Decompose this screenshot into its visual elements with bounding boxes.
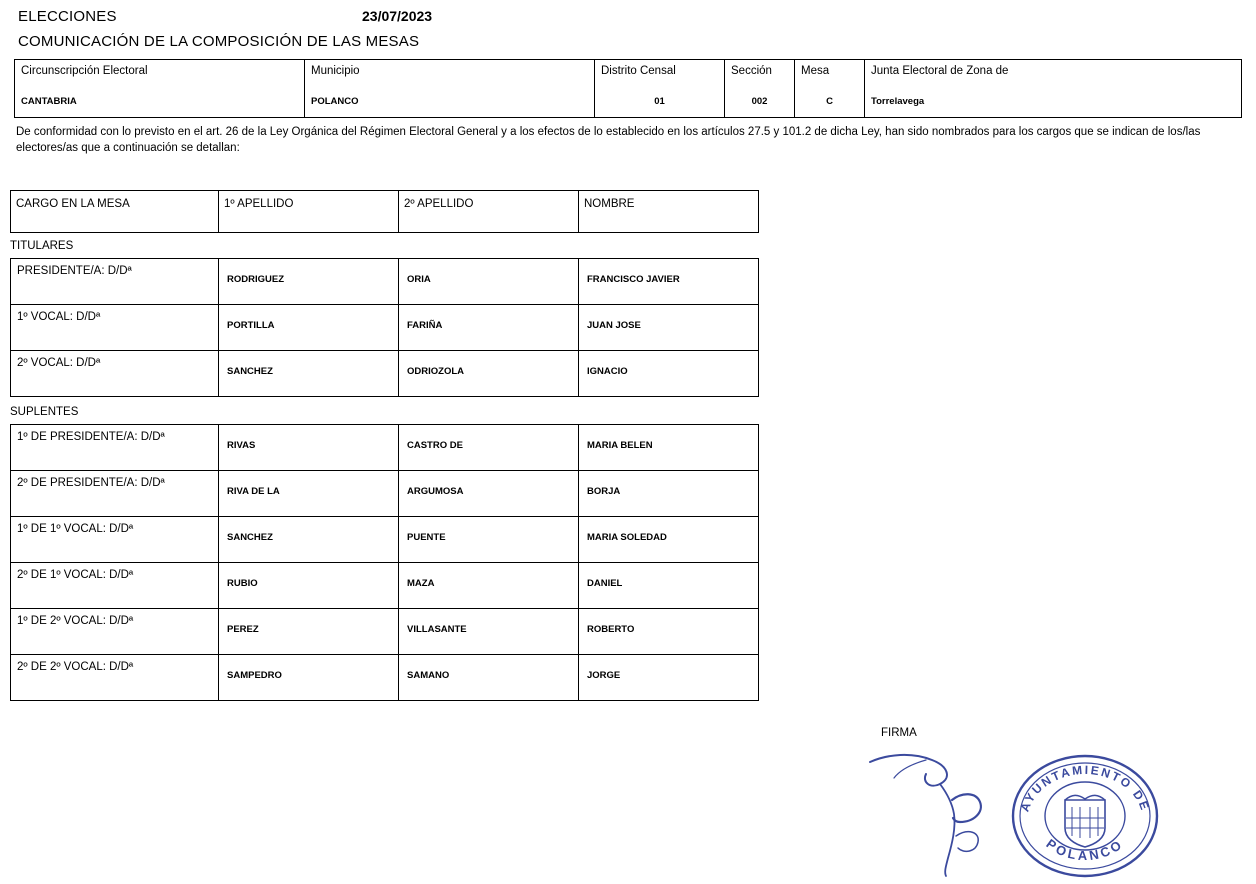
table-row: [11, 517, 759, 563]
cell-cargo: 2º DE 2º VOCAL: D/Dª: [11, 655, 219, 701]
table-column-headers: [10, 190, 759, 233]
table-header-row: [11, 191, 759, 233]
cell-nombre: FRANCISCO JAVIER: [579, 259, 759, 305]
page-title: ELECCIONES: [18, 8, 117, 25]
cell-apellido1: RUBIO: [219, 563, 399, 609]
cell-apellido2: VILLASANTE: [399, 609, 579, 655]
page-subtitle: COMUNICACIÓN DE LA COMPOSICIÓN DE LAS MESAS: [18, 33, 420, 50]
info-cell-distrito: [595, 60, 725, 117]
cell-cargo: PRESIDENTE/A: D/Dª: [11, 259, 219, 305]
cell-apellido2: SAMANO: [399, 655, 579, 701]
election-date: 23/07/2023: [362, 8, 433, 24]
cell-nombre: ROBERTO: [579, 609, 759, 655]
signature-label: FIRMA: [881, 727, 917, 739]
column-header-cargo: CARGO EN LA MESA: [11, 191, 219, 233]
svg-text:POLANCO: [1044, 836, 1127, 863]
cell-nombre: JUAN JOSE: [579, 305, 759, 351]
cell-nombre: BORJA: [579, 471, 759, 517]
cell-cargo: 2º VOCAL: D/Dª: [11, 351, 219, 397]
cell-cargo: 1º DE PRESIDENTE/A: D/Dª: [11, 425, 219, 471]
table-row: [11, 305, 759, 351]
info-cell-junta: [865, 60, 1241, 117]
cell-apellido2: PUENTE: [399, 517, 579, 563]
info-table: [14, 59, 1242, 118]
info-value-mesa: C: [826, 96, 833, 107]
cell-nombre: MARIA BELEN: [579, 425, 759, 471]
info-cell-circunscripcion: [15, 60, 305, 117]
cell-apellido2: ARGUMOSA: [399, 471, 579, 517]
column-header-apellido1: 1º APELLIDO: [219, 191, 399, 233]
table-row: [11, 655, 759, 701]
cell-apellido1: RIVAS: [219, 425, 399, 471]
cell-apellido1: SANCHEZ: [219, 351, 399, 397]
cell-nombre: JORGE: [579, 655, 759, 701]
titulares-table: [10, 258, 759, 397]
info-label-circunscripcion: Circunscripción Electoral: [21, 65, 148, 77]
cell-cargo: 2º DE 1º VOCAL: D/Dª: [11, 563, 219, 609]
cell-cargo: 1º DE 1º VOCAL: D/Dª: [11, 517, 219, 563]
table-row: [11, 425, 759, 471]
section-label-titulares: TITULARES: [10, 240, 74, 252]
info-cell-seccion: [725, 60, 795, 117]
section-label-suplentes: SUPLENTES: [10, 406, 79, 418]
cell-nombre: MARIA SOLEDAD: [579, 517, 759, 563]
cell-apellido1: PORTILLA: [219, 305, 399, 351]
info-label-seccion: Sección: [731, 65, 772, 77]
info-value-circunscripcion: CANTABRIA: [21, 96, 77, 107]
info-value-municipio: POLANCO: [311, 96, 359, 107]
info-label-mesa: Mesa: [801, 65, 830, 77]
cell-apellido1: RODRIGUEZ: [219, 259, 399, 305]
cell-nombre: DANIEL: [579, 563, 759, 609]
info-cell-mesa: [795, 60, 865, 117]
official-stamp: [1010, 752, 1160, 880]
info-cell-municipio: [305, 60, 595, 117]
cell-apellido1: RIVA DE LA: [219, 471, 399, 517]
cell-cargo: 2º DE PRESIDENTE/A: D/Dª: [11, 471, 219, 517]
column-header-nombre: NOMBRE: [579, 191, 759, 233]
cell-cargo: 1º DE 2º VOCAL: D/Dª: [11, 609, 219, 655]
cell-apellido2: ORIA: [399, 259, 579, 305]
table-row: [11, 471, 759, 517]
column-header-apellido2: 2º APELLIDO: [399, 191, 579, 233]
cell-nombre: IGNACIO: [579, 351, 759, 397]
stamp-bottom-text: POLANCO: [1043, 835, 1127, 864]
info-label-municipio: Municipio: [311, 65, 360, 77]
cell-apellido2: ODRIOZOLA: [399, 351, 579, 397]
stamp-top-text: AYUNTAMIENTO DE: [1017, 762, 1153, 814]
cell-apellido1: SAMPEDRO: [219, 655, 399, 701]
info-value-seccion: 002: [751, 96, 768, 107]
cell-apellido1: SANCHEZ: [219, 517, 399, 563]
info-value-distrito: 01: [654, 96, 665, 107]
suplentes-table: [10, 424, 759, 701]
cell-apellido2: FARIÑA: [399, 305, 579, 351]
info-value-junta: Torrelavega: [871, 96, 925, 107]
cell-apellido2: MAZA: [399, 563, 579, 609]
info-label-junta: Junta Electoral de Zona de: [871, 65, 1009, 77]
cell-apellido2: CASTRO DE: [399, 425, 579, 471]
legal-paragraph: De conformidad con lo previsto en el art. 26 de la Ley Orgánica del Régimen Electoral General y a los efectos de lo establecido en los artículos 27.5 y 101.2 de dicha Ley, han sido nombrados para los cargos que se indican de los/las electores/as que a continuación se detallan:: [16, 126, 1201, 154]
table-row: [11, 351, 759, 397]
table-row: [11, 609, 759, 655]
cell-cargo: 1º VOCAL: D/Dª: [11, 305, 219, 351]
table-row: [11, 259, 759, 305]
info-label-distrito: Distrito Censal: [601, 65, 676, 77]
cell-apellido1: PEREZ: [219, 609, 399, 655]
table-row: [11, 563, 759, 609]
